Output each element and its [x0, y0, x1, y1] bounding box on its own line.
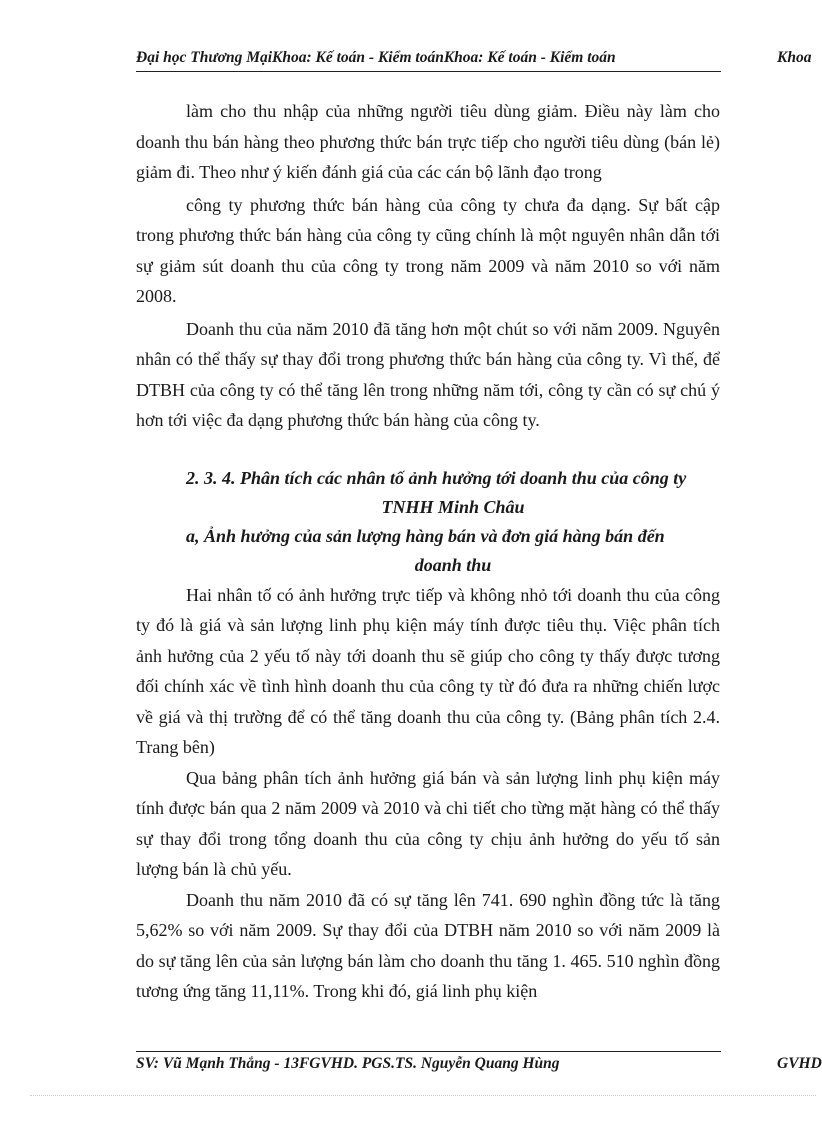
page-bottom-divider [30, 1095, 816, 1096]
paragraph-4: Hai nhân tố có ảnh hưởng trực tiếp và không nhỏ tới doanh thu của công ty đó là giá và sản lượng linh phụ kiện máy tính được tiêu thụ. Việc phân tích ảnh hưởng của 2 yếu tố này tới doanh thu sẽ giúp cho công ty thấy được tương đối chính xác về tình hình doanh thu của công ty từ đó đưa ra những chiến lược về giá và thị trường để có thể tăng doanh thu của công ty. (Bảng phân tích 2.4. Trang bên) [136, 584, 720, 757]
section-heading-line1: 2. 3. 4. Phân tích các nhân tố ảnh hưởng tới doanh thu của công ty [186, 467, 687, 488]
paragraph-6: Doanh thu năm 2010 đã có sự tăng lên 741. 690 nghìn đồng tức là tăng 5,62% so với năm 2009. Sự thay đổi của DTBH năm 2010 so với năm 2009 là do sự tăng lên của sản lượng bán làm cho doanh thu tăng 1. 465. 510 nghìn đồng tương ứng tăng 11,11%. Trong khi đó, giá linh phụ kiện [136, 889, 720, 1001]
paragraph-5: Qua bảng phân tích ảnh hưởng giá bán và sản lượng linh phụ kiện máy tính được bán qua 2 năm 2009 và 2010 và chi tiết cho từng mặt hàng có thể thấy sự thay đổi trong tổng doanh thu của công ty chịu ảnh hưởng do yếu tố sản lượng bán là chủ yếu. [136, 767, 720, 879]
header-left-text: Đại học Thương MạiKhoa: Kế toán - Kiểm toánKhoa: Kế toán - Kiểm toán [136, 49, 616, 66]
paragraph-3: Doanh thu của năm 2010 đã tăng hơn một chút so với năm 2009. Nguyên nhân có thể thấy sự thay đổi trong phương thức bán hàng của công ty. Vì thế, để DTBH của công ty có thể tăng lên trong những năm tới, công ty cần có sự chú ý hơn tới việc đa dạng phương thức bán hàng của công ty. [136, 318, 720, 430]
section-heading [136, 464, 720, 522]
footer-rule [136, 1051, 721, 1052]
paragraph-1: làm cho thu nhập của những người tiêu dùng giảm. Điều này làm cho doanh thu bán hàng theo phương thức bán trực tiếp cho người tiêu dùng (bán lẻ) giảm đi. Theo như ý kiến đánh giá của các cán bộ lãnh đạo trong [136, 101, 720, 182]
subsection-heading-line1: a, Ảnh hưởng của sản lượng hàng bán và đơn giá hàng bán đến [186, 525, 665, 546]
subsection-heading [136, 522, 720, 580]
section-heading-line2: TNHH Minh Châu [381, 496, 525, 517]
footer-right-text: GVHD [777, 1055, 822, 1072]
page-body [136, 96, 720, 1007]
header-right-text: Khoa [777, 49, 812, 66]
paragraph-2: công ty phương thức bán hàng của công ty chưa đa dạng. Sự bất cập trong phương thức bán hàng của công ty cũng chính là một nguyên nhân dẫn tới sự giảm sút doanh thu của công ty trong năm 2009 và năm 2010 so với năm 2008. [136, 194, 720, 306]
subsection-heading-line2: doanh thu [414, 554, 492, 575]
footer-left-text: SV: Vũ Mạnh Thắng - 13FGVHD. PGS.TS. Nguyễn Quang Hùng [136, 1055, 560, 1072]
page-footer [136, 1055, 822, 1079]
header-rule [136, 71, 721, 72]
page-header [136, 49, 816, 73]
